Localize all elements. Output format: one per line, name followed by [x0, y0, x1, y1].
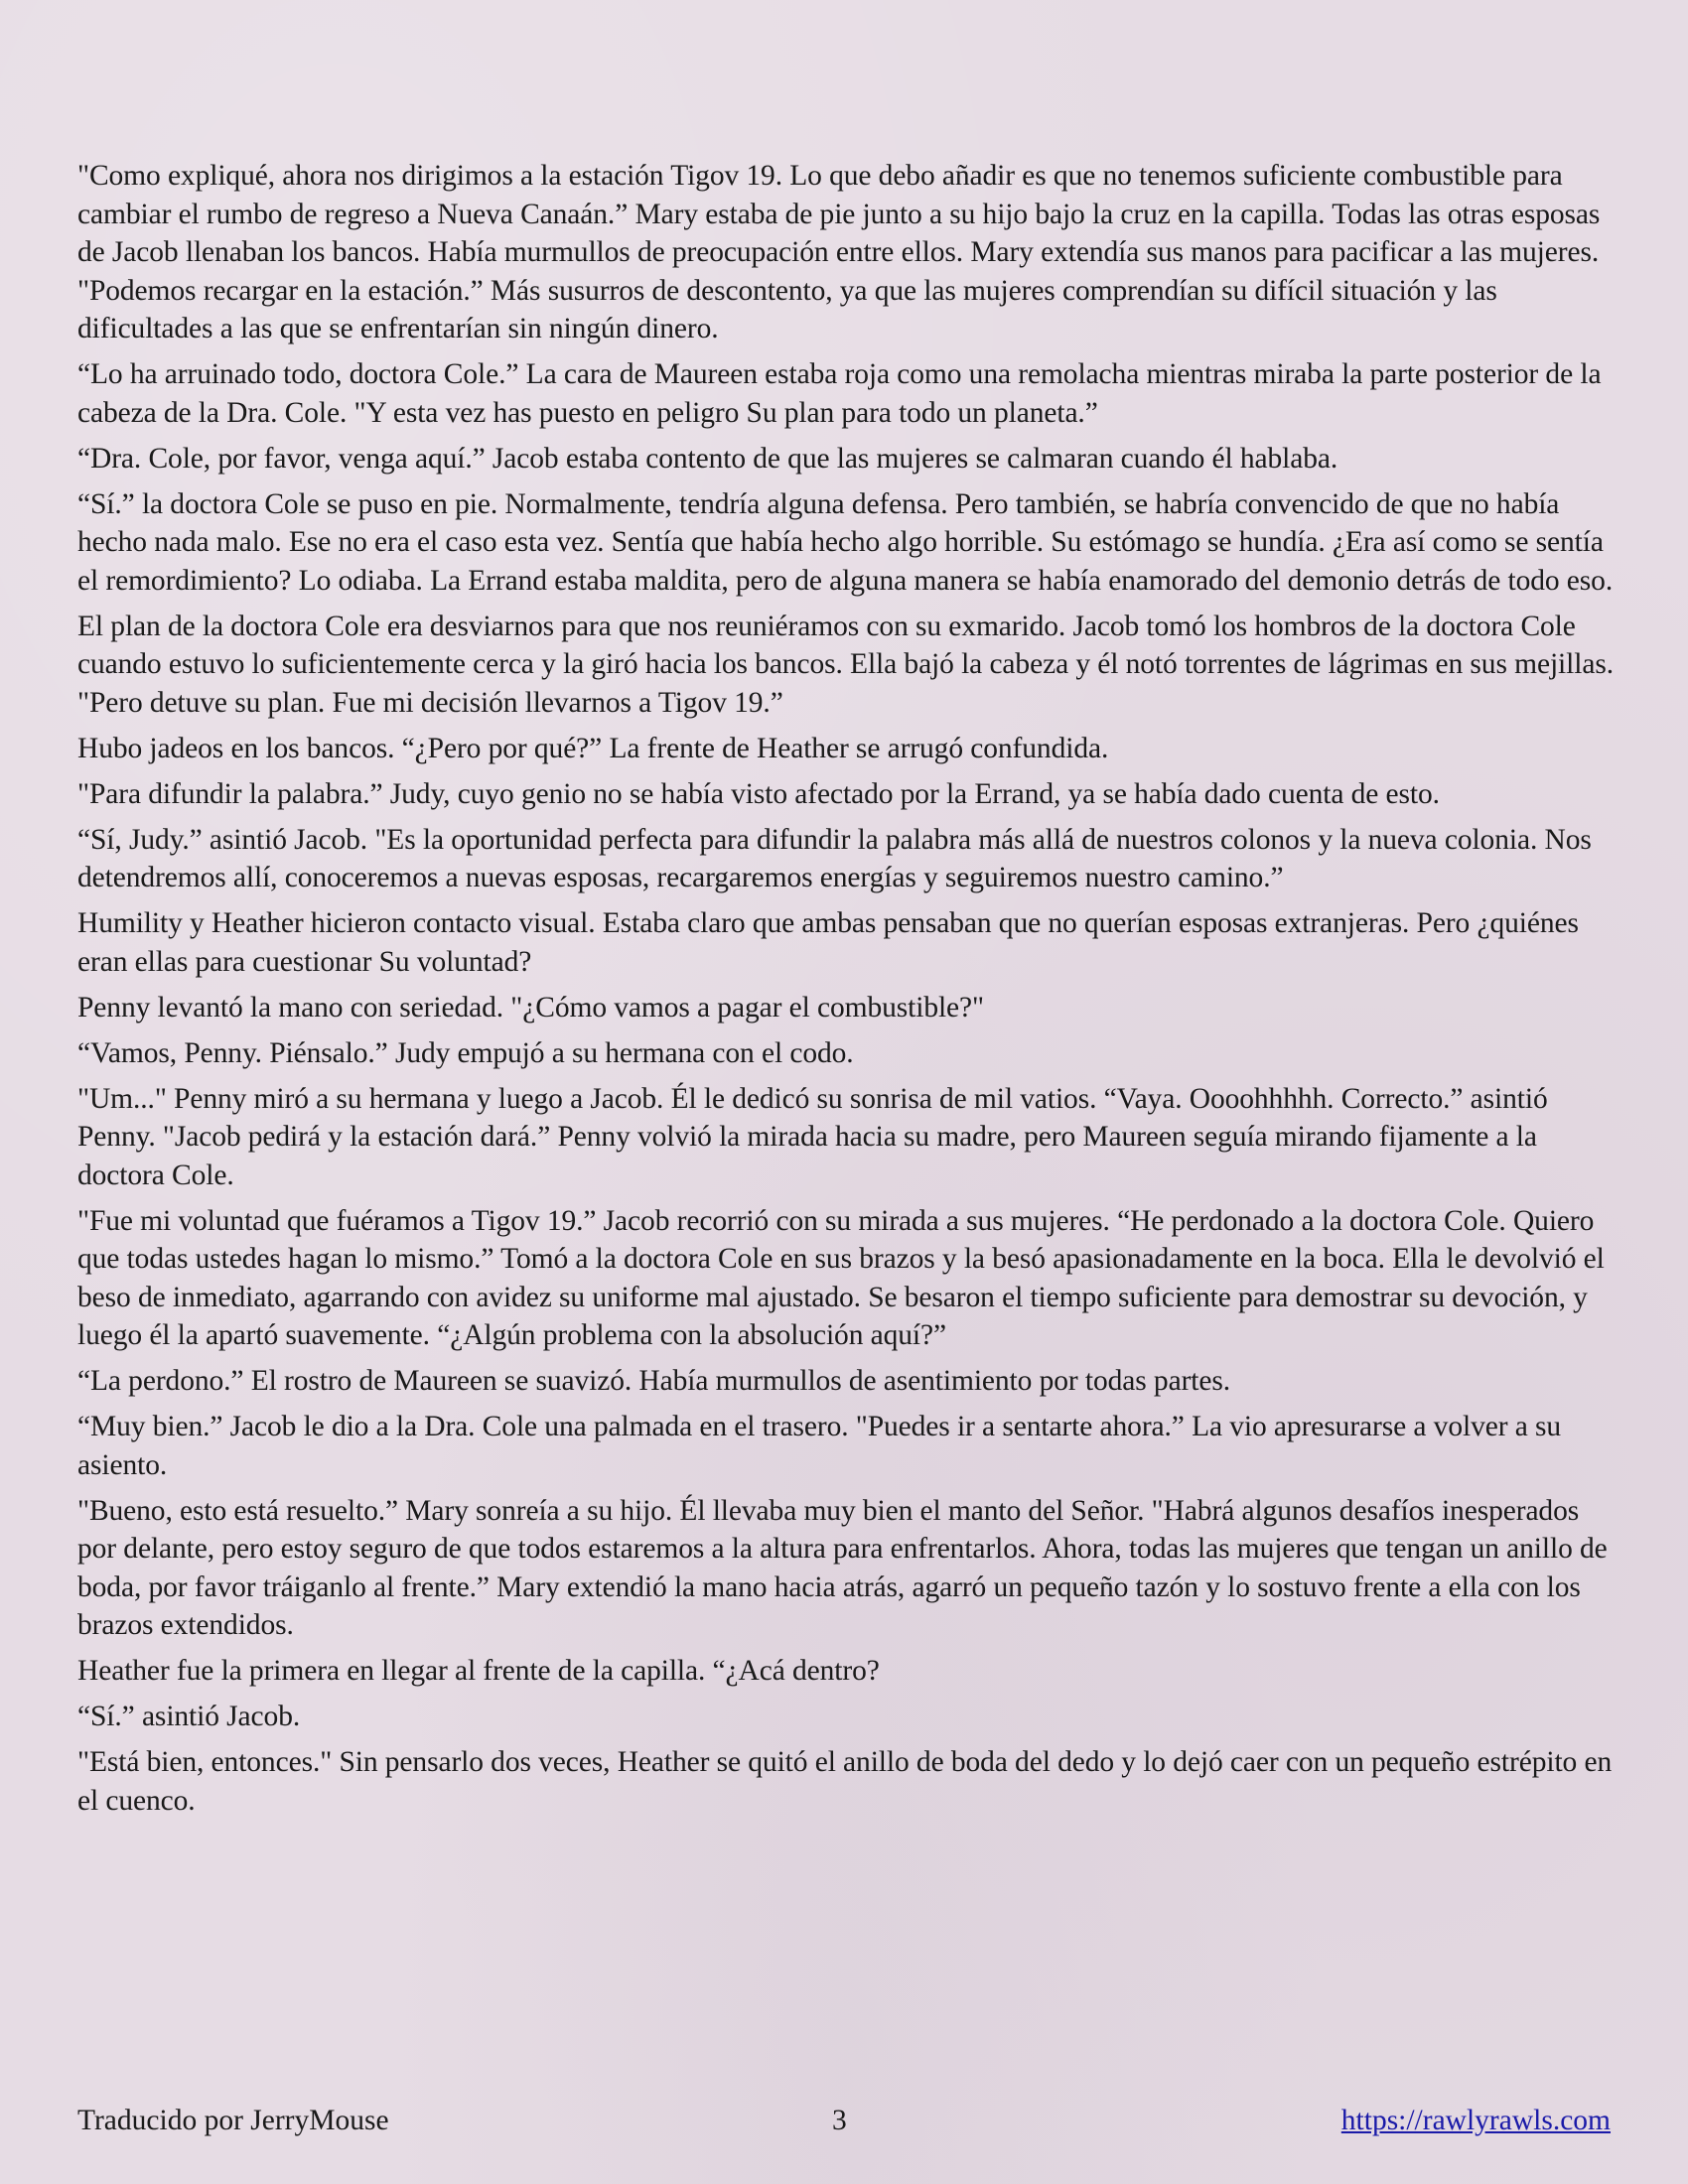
translator-credit: Traducido por JerryMouse	[77, 2105, 389, 2136]
paragraph: “Lo ha arruinado todo, doctora Cole.” La cara de Maureen estaba roja como una remolacha mientras miraba la parte posterior de la cabeza de la Dra. Cole. "Y esta vez has puesto en peligro Su plan para todo un planeta.”	[77, 358, 1602, 429]
paragraph: "Bueno, esto está resuelto.” Mary sonreía a su hijo. Él llevaba muy bien el manto del Señor. "Habrá algunos desafíos inesperados por delante, pero estoy seguro de que todos estaremos a la altura para enfrentarlos. Ahora, todas las mujeres que tengan un anillo de boda, por favor tráiganlo al frente.” Mary extendió la mano hacia atrás, agarró un pequeño tazón y lo sostuvo frente a ella con los brazos extendidos.	[77, 1494, 1608, 1641]
document-body	[77, 157, 1615, 1828]
website-link[interactable]: https://rawlyrawls.com	[1340, 2105, 1611, 2136]
paragraph: “Vamos, Penny. Piénsalo.” Judy empujó a su hermana con el codo.	[77, 1036, 854, 1069]
paragraph: El plan de la doctora Cole era desviarnos para que nos reuniéramos con su exmarido. Jacob tomó los hombros de la doctora Cole cuando estuvo lo suficientemente cerca y la giró hacia los bancos. Ella bajó la cabeza y él notó torrentes de lágrimas en sus mejillas. "Pero detuve su plan. Fue mi decisión llevarnos a Tigov 19.”	[77, 610, 1614, 719]
paragraph: “Dra. Cole, por favor, venga aquí.” Jacob estaba contento de que las mujeres se calmaran cuando él hablaba.	[77, 442, 1338, 475]
paragraph: "Fue mi voluntad que fuéramos a Tigov 19.” Jacob recorrió con su mirada a sus mujeres. “He perdonado a la doctora Cole. Quiero que todas ustedes hagan lo mismo.” Tomó a la doctora Cole en sus brazos y la besó apasionadamente en la boca. Ella le devolvió el beso de inmediato, agarrando con avidez su uniforme mal ajustado. Se besaron el tiempo suficiente para demostrar su devoción, y luego él la apartó suavemente. “¿Algún problema con la absolución aquí?”	[77, 1204, 1605, 1351]
paragraph: Humility y Heather hicieron contacto visual. Estaba claro que ambas pensaban que no querían esposas extranjeras. Pero ¿quiénes eran ellas para cuestionar Su voluntad?	[77, 907, 1579, 978]
page-footer	[77, 2102, 1611, 2141]
paragraph: Hubo jadeos en los bancos. “¿Pero por qué?” La frente de Heather se arrugó confundida.	[77, 732, 1109, 764]
paragraph: Heather fue la primera en llegar al frente de la capilla. “¿Acá dentro?	[77, 1655, 880, 1687]
paragraph: "Como expliqué, ahora nos dirigimos a la estación Tigov 19. Lo que debo añadir es que no tenemos suficiente combustible para cambiar el rumbo de regreso a Nueva Canaán.” Mary estaba de pie junto a su hijo bajo la cruz en la capilla. Todas las otras esposas de Jacob llenaban los bancos. Había murmullos de preocupación entre ellos. Mary extendía sus manos para pacificar a las mujeres. "Podemos recargar en la estación.” Más susurros de descontento, ya que las mujeres comprendían su difícil situación y las dificultades a las que se enfrentarían sin ningún dinero.	[77, 160, 1601, 344]
paragraph: “Sí, Judy.” asintió Jacob. "Es la oportunidad perfecta para difundir la palabra más allá de nuestros colonos y la nueva colonia. Nos detendremos allí, conoceremos a nuevas esposas, recargaremos energías y seguiremos nuestro camino.”	[77, 823, 1592, 893]
paragraph: “Sí.” la doctora Cole se puso en pie. Normalmente, tendría alguna defensa. Pero también, se habría convencido de que no había hecho nada malo. Ese no era el caso esta vez. Sentía que había hecho algo horrible. Su estómago se hundía. ¿Era así como se sentía el remordimiento? Lo odiaba. La Errand estaba maldita, pero de alguna manera se había enamorado del demonio detrás de todo eso.	[77, 487, 1614, 597]
paragraph: "Está bien, entonces." Sin pensarlo dos veces, Heather se quitó el anillo de boda del dedo y lo dejó caer con un pequeño estrépito en el cuenco.	[77, 1746, 1613, 1817]
page-number: 3	[832, 2105, 847, 2136]
paragraph: “Sí.” asintió Jacob.	[77, 1701, 301, 1732]
paragraph: "Um..." Penny miró a su hermana y luego a Jacob. Él le dedicó su sonrisa de mil vatios. “Vaya. Oooohhhhh. Correcto.” asintió Penny. "Jacob pedirá y la estación dará.” Penny volvió la mirada hacia su madre, pero Maureen seguía mirando fijamente a la doctora Cole.	[77, 1082, 1548, 1191]
paragraph: "Para difundir la palabra.” Judy, cuyo genio no se había visto afectado por la Errand, ya se había dado cuenta de esto.	[77, 777, 1440, 810]
paragraph: “Muy bien.” Jacob le dio a la Dra. Cole una palmada en el trasero. "Puedes ir a sentarte ahora.” La vio apresurarse a volver a su asiento.	[77, 1411, 1562, 1481]
paragraph: “La perdono.” El rostro de Maureen se suavizó. Había murmullos de asentimiento por todas partes.	[77, 1365, 1231, 1397]
paragraph: Penny levantó la mano con seriedad. "¿Cómo vamos a pagar el combustible?"	[77, 991, 984, 1024]
